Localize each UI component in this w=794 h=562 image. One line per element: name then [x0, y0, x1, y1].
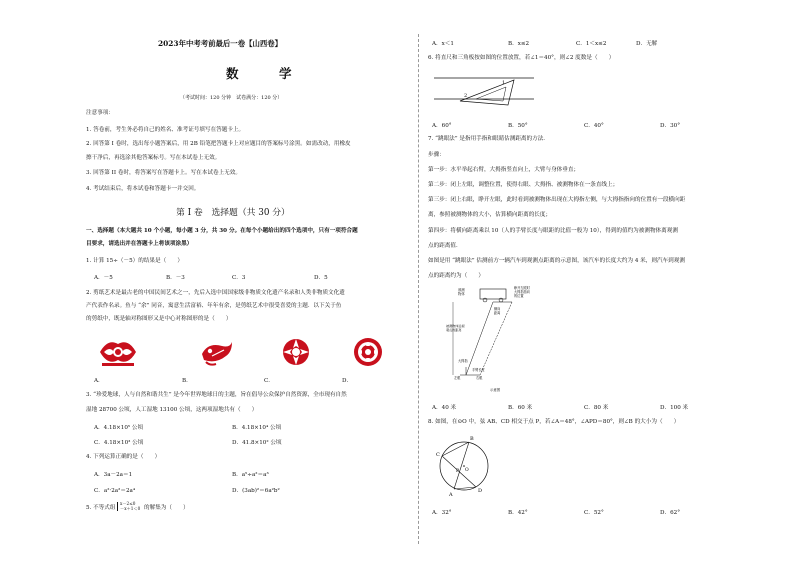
- fig-caption: 示意图: [490, 388, 501, 392]
- question-7-steps: 步骤：: [428, 152, 445, 158]
- fig-label: 距离: [494, 311, 501, 315]
- q1-option-a[interactable]: A．－5: [94, 275, 113, 281]
- question-7-step: 点的距离值．: [428, 243, 462, 249]
- q2-option-b[interactable]: B．: [182, 378, 192, 384]
- fig-label: 的位置: [514, 294, 524, 298]
- question-7-step: 第四步：将横向距离乘以 10（人的手臂长度与眼距的比值一般为 10），得到的值约为被测物体离观测: [428, 228, 678, 234]
- point-a-label: A: [449, 492, 453, 498]
- exam-title: 2023年中考考前最后一卷【山西卷】: [158, 39, 283, 48]
- notes-heading: 注意事项：: [86, 110, 114, 116]
- q4-option-b[interactable]: B．a⁵÷a²＝a³: [232, 472, 269, 478]
- q2-option-a[interactable]: A．: [94, 378, 104, 384]
- q3-option-b[interactable]: B．4.18×10⁴ 公顷: [232, 425, 282, 431]
- question-3-line: 3. “珍爱地球，人与自然和谐共生” 是今年世界地球日的主题，旨在倡导公众保护自然资源，全市现有自然: [86, 392, 347, 398]
- angle-1-label: 1: [502, 80, 506, 86]
- note-item: 1. 答卷前，考生务必将自己的姓名、准考证号填写在答题卡上。: [86, 127, 245, 133]
- q3-option-c[interactable]: C．4.18×10³ 公顷: [94, 440, 144, 446]
- left-column: [86, 0, 418, 562]
- fish-papercut-a-image[interactable]: [98, 336, 138, 368]
- section-title: 第 I 卷 选择题（共 30 分）: [176, 208, 290, 218]
- q1-option-c[interactable]: C．3: [232, 275, 246, 281]
- question-7-step: 第一步：水平举起右臂，大拇指竖直向上，大臂与身体垂直；: [428, 167, 580, 173]
- point-c-label: C: [436, 452, 440, 458]
- note-item: 擦干净后，再选涂其他答案标号。写在本试卷上无效。: [86, 155, 221, 161]
- question-7-step: 离，参照被测物体的大小，估算横向距离的长度；: [428, 212, 552, 218]
- question-7-problem: 点的距离约为（ ）: [428, 273, 484, 279]
- inequality-system: [117, 502, 140, 511]
- question-8-stem: 8. 如图，在⊙O 中，弦 AB、CD 相交于点 P，若∠A＝48°，∠APD＝80°，则∠B 的大小为（ ）: [428, 419, 680, 425]
- question-7-step: 第二步：闭上左眼，调整位置，使得右眼、大拇指、被测物体在一条直线上；: [428, 182, 619, 188]
- inequality-bottom: －x＋1＜0: [120, 505, 141, 511]
- fig-label: 睁开左眼时: [514, 286, 530, 290]
- fig-distance-label: [446, 323, 465, 332]
- exam-info: （考试时间：120 分钟 试卷满分：120 分）: [180, 95, 283, 101]
- question-7-step: 第三步：闭上右眼，睁开左眼，此时看到被测物体出现在大拇指左侧，与大拇指指向的位置有一段横向距: [428, 197, 686, 203]
- note-item: 4. 考试结束后，将本试卷和答题卡一并交回。: [86, 186, 200, 192]
- inequality-top: x－2≤0: [120, 501, 136, 506]
- note-item: 2. 回答第 I 卷时，选出每小题答案后，用 2B 铅笔把答题卡上对应题目的答案标号涂黑。如需改动，用橡皮: [86, 141, 351, 147]
- fig-object-label: [458, 287, 465, 296]
- note-item: 3. 回答第 II 卷时，将答案写在答题卡上。写在本试卷上无效。: [86, 170, 241, 176]
- circle-chord-figure: [434, 430, 494, 502]
- q8-option-a[interactable]: A．32°: [432, 510, 452, 516]
- fig-left-eye-label: 左眼: [454, 376, 461, 380]
- angle-2-label: 2: [464, 93, 468, 99]
- question-7-problem: 如图是用 “跳眼法” 估测前方一辆汽车到观测点距离的示意图，该汽车的长度大约为 4 米，则汽车到观测: [428, 258, 685, 264]
- q2-option-d[interactable]: D．: [342, 378, 353, 384]
- fish-papercut-c-image[interactable]: [276, 336, 316, 368]
- fig-label: 被测物体远视: [446, 324, 465, 328]
- q5-option-d[interactable]: D．无解: [636, 41, 658, 47]
- right-column: [428, 0, 768, 562]
- q6-option-c[interactable]: C．40°: [584, 123, 604, 129]
- q4-option-d[interactable]: D．(3ab)²＝6a²b²: [232, 488, 280, 494]
- subject-heading: 数 学: [226, 66, 306, 81]
- question-3-line: 湿地 28700 公顷，人工湿地 13100 公顷，这两项湿地共有（ ）: [86, 407, 258, 413]
- question-2-line: 的剪纸中，既是轴对称图形又是中心对称图形的是（ ）: [86, 316, 232, 322]
- question-2-line: 2. 剪纸艺术是最古老的中国民间艺术之一，先后入选中国国家级非物质文化遗产名录和人类非物质文化遗: [86, 290, 345, 296]
- question-1-stem: 1. 计算 15÷（－5）的结果是（ ）: [86, 258, 183, 264]
- jump-eye-diagram: [446, 286, 580, 397]
- fish-papercut-b-image[interactable]: [196, 336, 236, 368]
- q1-option-b[interactable]: B．－3: [166, 275, 185, 281]
- q4-option-c[interactable]: C．a²·2a²＝2a⁴: [94, 488, 136, 494]
- q7-option-c[interactable]: C．80 米: [584, 405, 609, 411]
- q8-option-b[interactable]: B．42°: [508, 510, 528, 516]
- fish-papercut-d-image[interactable]: [348, 336, 388, 368]
- fig-thumb-label: 大拇指: [458, 359, 468, 363]
- section-intro: 目要求，请选出并在答题卡上将该项涂黑）: [86, 241, 193, 247]
- q7-option-d[interactable]: D．100 米: [660, 405, 689, 411]
- question-5-stem-post: 的解集为（ ）: [144, 505, 189, 511]
- point-p-label: P: [456, 469, 460, 474]
- question-5-stem-pre: 5. 不等式组: [86, 505, 116, 511]
- q4-option-a[interactable]: A．3a－2a＝1: [94, 472, 133, 478]
- fig-lateral-label: [494, 306, 501, 315]
- q1-option-d[interactable]: D．5: [314, 275, 328, 281]
- q5-option-c[interactable]: C．1＜x≤2: [576, 41, 607, 47]
- question-2-line: 产代表作名录。鱼与 “余” 同音，寓意生活富裕、年年有余，是剪纸艺术中很受喜爱的主题．以下关于鱼: [86, 303, 342, 309]
- q8-option-c[interactable]: C．52°: [584, 510, 604, 516]
- question-4-stem: 4. 下列运算正确的是（ ）: [86, 454, 161, 460]
- question-6-stem: 6. 将直尺和三角板按如图的位置放置，若∠1＝40°，则∠2 度数是（ ）: [428, 55, 615, 61]
- q7-option-a[interactable]: A．40 米: [432, 405, 457, 411]
- section-intro: 一、选择题（本大题共 10 个小题，每小题 3 分，共 30 分。在每个小题给出的四个选项中，只有一项符合题: [86, 228, 358, 234]
- q3-option-a[interactable]: A．4.18×10⁵ 公顷: [94, 425, 144, 431]
- q6-option-b[interactable]: B．50°: [508, 123, 528, 129]
- ruler-triangle-figure: [434, 72, 534, 112]
- question-7-line: 7. “跳眼法” 是指用手指和眼睛估测距离的方法．: [428, 136, 549, 142]
- fig-label: 观点的距离: [446, 328, 462, 332]
- q2-option-c[interactable]: C．: [264, 378, 274, 384]
- fig-label: 横向: [494, 307, 501, 311]
- q6-option-d[interactable]: D．30°: [660, 123, 680, 129]
- q3-option-d[interactable]: D．41.8×10² 公顷: [232, 440, 282, 446]
- column-divider: [418, 34, 419, 544]
- fig-thumb-new-label: [514, 285, 531, 298]
- q8-option-d[interactable]: D．62°: [660, 510, 680, 516]
- q5-option-a[interactable]: A．x＜1: [432, 41, 454, 47]
- point-b-label: B: [470, 436, 474, 442]
- fig-label: 被测: [458, 288, 465, 292]
- fig-arm-label: 手臂长度: [472, 368, 485, 372]
- q5-option-b[interactable]: B．x≤2: [508, 41, 530, 47]
- fig-right-eye-label: 右眼: [476, 376, 483, 380]
- fig-label: 大拇指指向: [514, 290, 530, 294]
- fig-label: 物体: [458, 292, 465, 296]
- q7-option-b[interactable]: B．60 米: [508, 405, 533, 411]
- point-d-label: D: [478, 488, 483, 494]
- point-o-label: O: [465, 468, 469, 473]
- q6-option-a[interactable]: A．60°: [432, 123, 452, 129]
